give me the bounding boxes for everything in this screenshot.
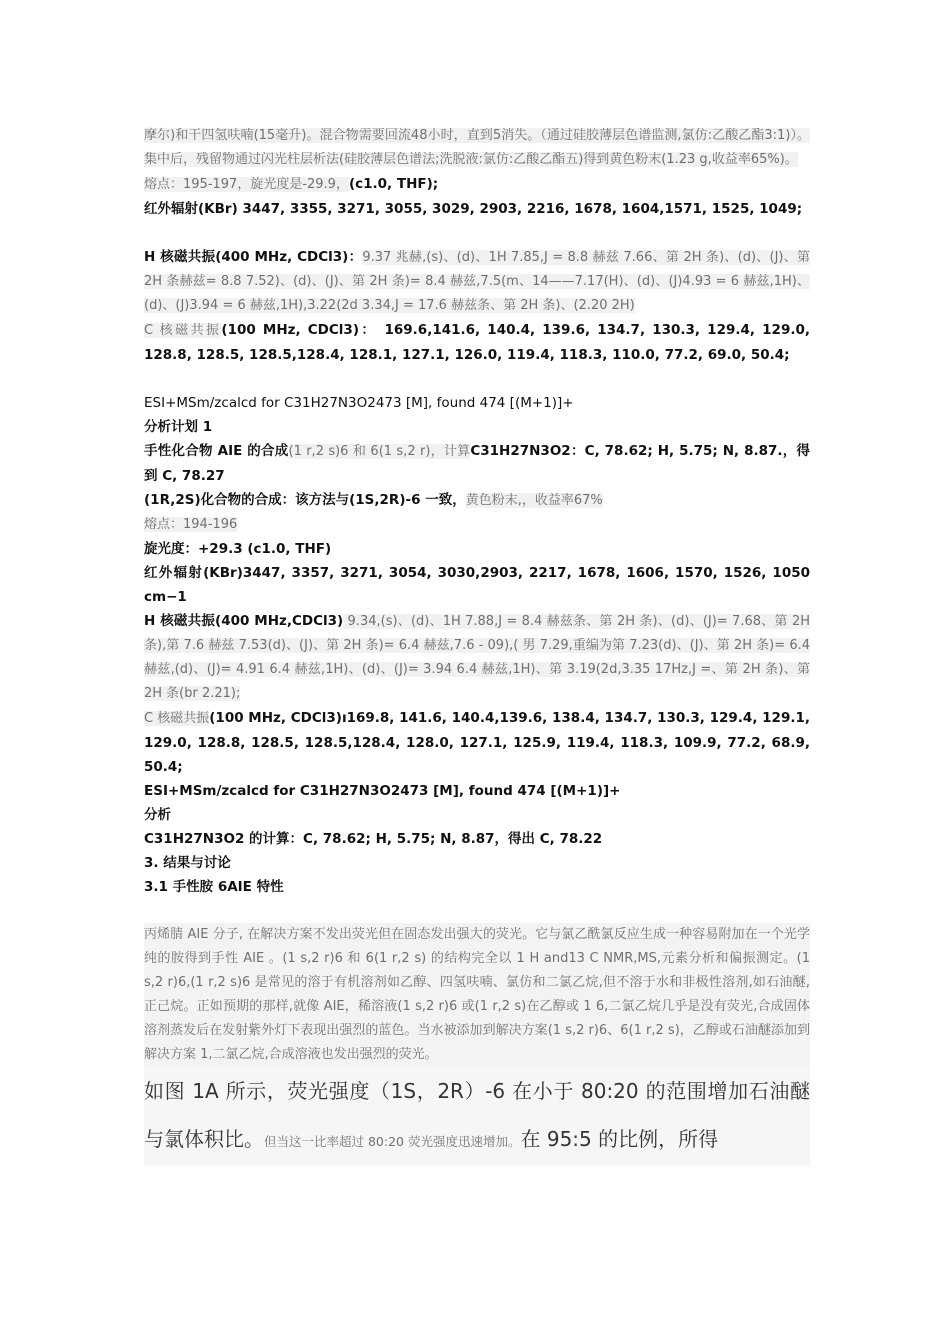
chiral-synthesis-calc: C31H27N3O2：C, 78.62; H, 5.75; N, 8.87.，得到 C, 78.27 — [144, 443, 810, 484]
spacer — [144, 221, 810, 245]
spacer — [144, 899, 810, 923]
optical-rotation-condition-1: (c1.0, THF); — [348, 176, 439, 192]
section-3-1-heading: 3.1 手性胺 6AIE 特性 — [144, 879, 284, 895]
paragraph-synthesis-intro — [144, 124, 810, 172]
synthesis-intro-text: 摩尔)和干四氢呋喃(15毫升)。混合物需要回流48小时，直到5消失。（通过硅胶薄层色谱监测,氯仿:乙酸乙酯3:1)）。集中后，残留物通过闪光柱层析法(硅胶薄层色谱法;洗脱液:氯仿:乙酸乙酯五)得到黄色粉末(1.23 g,收益率65%)。 — [144, 128, 810, 167]
ir-line-2: 红外辐射(KBr)3447, 3357, 3271, 3054, 3030,2903, 2217, 1678, 1606, 1570, 1526, 1050 cm−1 — [144, 565, 810, 605]
melting-point-line-1 — [144, 172, 810, 197]
c-nmr-line-1 — [144, 318, 810, 367]
rs-synthesis-yield: 黄色粉末,，收益率67% — [465, 493, 603, 508]
esi-line-2: ESI+MSm/zcalcd for C31H27N3O2473 [M], found 474 [(M+1)]+ — [144, 783, 621, 799]
figure-1a-text-part2: 但当这一比率超过 80:20 荧光强度迅速增加。 — [264, 1134, 521, 1149]
c-nmr-label-2: C 核磁共振 — [144, 711, 210, 726]
h-nmr-data-2: 9.34,(s)、(d)、1H 7.88,J = 8.4 赫兹条、第 2H 条)、(d)、(J)= 7.68、第 2H 条),第 7.6 赫兹 7.53(d)、(J)、第 2H 条)= 6.4 赫兹,7.6 - 09),( 男 7.29,重编为第 7.23(d)、(J)、第 2H 条)= 6.4 赫兹,(d)、(J)= 4.91 6.4 赫兹,1H)、(d)、(J)= 3.94 6.4 赫兹,1H)、第 3.19(2d,3.35 17Hz,J =、第 2H 条)、第 2H 条(br 2.21); — [144, 614, 810, 701]
aie-discussion-paragraph: 丙烯腈 AIE 分子, 在解决方案不发出荧光但在固态发出强大的荧光。它与氯乙酰氯反应生成一种容易附加在一个光学纯的胺得到手性 AIE 。(1 s,2 r)6 和 6(1 r,2 s) 的结构完全以 1 H and13 C NMR,MS,元素分析和偏振测定。(1 s,2 r)6,(1 r,2 s)6 是常见的溶于有机溶剂如乙醇、四氢呋喃、氯仿和二氯乙烷,但不溶于水和非极性溶剂,如石油醚,正己烷。正如预期的那样,就像 AIE，稀溶液(1 s,2 r)6 或(1 r,2 s)在乙醇或 1 6,二氯乙烷几乎是没有荧光,合成固体溶剂蒸发后在发射紫外灯下表现出强烈的蓝色。当水被添加到解决方案(1 s,2 r)6、6(1 r,2 s)，乙醇或石油醚添加到解决方案 1,二氯乙烷,合成溶液也发出强烈的荧光。 — [144, 923, 810, 1067]
figure-1a-paragraph — [144, 1067, 810, 1166]
h-nmr-data-1: 9.37 兆赫,(s)、(d)、1H 7.85,J = 8.8 赫兹 7.66、第 2H 条)、(d)、(J)、第 2H 条赫兹= 8.8 7.52)、(d)、(J)、第 2H 条)= 8.4 赫兹,7.5(m、14——7.17(H)、(d)、(J)4.93 = 6 赫兹,1H)、(d)、(J)3.94 = 6 赫兹,1H),3.22(2d 3.34,J = 17.6 赫兹条、第 2H 条)、(2.20 2H) — [144, 250, 810, 313]
optical-rotation-line-2: 旋光度：+29.3 (c1.0, THF) — [144, 541, 332, 557]
c-nmr-label-1: C 核磁共振 — [144, 323, 222, 338]
analysis-plan-heading: 分析计划 1 — [144, 419, 213, 435]
c-nmr-data-1: (100 MHz, CDCl3)： 169.6,141.6, 140.4, 139.6, 134.7, 130.3, 129.4, 129.0, 128.8, 128.5, 128.5,128.4, 128.1, 127.1, 126.0, 119.4, 118.3, 110.0, 77.2, 69.0, 50.4; — [144, 322, 810, 363]
c-nmr-line-2 — [144, 706, 810, 779]
figure-1a-text-part3: 在 95:5 的比例，所得 — [520, 1127, 719, 1151]
esi-line-1: ESI+MSm/zcalcd for C31H27N3O2473 [M], found 474 [(M+1)]+ — [144, 395, 574, 411]
chiral-synthesis-title: 手性化合物 AIE 的合成 — [144, 443, 289, 459]
analysis-heading: 分析 — [144, 807, 171, 823]
section-3-heading: 3. 结果与讨论 — [144, 855, 231, 871]
melting-point-label-1: 熔点：195-197，旋光度是-29.9， — [144, 177, 349, 192]
h-nmr-label-2: H 核磁共振(400 MHz,CDCl3) — [144, 613, 344, 629]
c-nmr-data-2: (100 MHz, CDCl3)ı169.8, 141.6, 140.4,139.6, 138.4, 134.7, 130.3, 129.4, 129.1, 129.0, 128.8, 128.5, 128.5,128.4, 128.0, 127.1, 125.9, 119.4, 118.3, 109.9, 77.2, 68.9, 50.4; — [144, 710, 810, 775]
h-nmr-label-1: H 核磁共振(400 MHz, CDCl3)： — [144, 249, 363, 265]
ir-line-1: 红外辐射(KBr) 3447, 3355, 3271, 3055, 3029, 2903, 2216, 1678, 1604,1571, 1525, 1049; — [144, 201, 803, 217]
spacer — [144, 367, 810, 391]
rs-synthesis-line — [144, 488, 810, 513]
h-nmr-line-1 — [144, 245, 810, 318]
rs-synthesis-title: (1R,2S)化合物的合成：该方法与(1S,2R)-6 一致， — [144, 492, 466, 508]
elemental-calc-line: C31H27N3O2 的计算：C, 78.62; H, 5.75; N, 8.87，得出 C, 78.22 — [144, 831, 603, 847]
figure-1a-text-part1: 如图 1A 所示，荧光强度（1S，2R）-6 在小于 80:20 的范围增加石油醚与氯体积比。 — [144, 1079, 810, 1151]
chiral-synthesis-compounds: (1 r,2 s)6 和 6(1 s,2 r)，计算 — [288, 444, 471, 459]
melting-point-2: 熔点：194-196 — [144, 517, 238, 532]
chiral-synthesis-line — [144, 439, 810, 488]
document-body — [144, 124, 810, 1166]
melting-point-line-2 — [144, 513, 810, 537]
h-nmr-line-2 — [144, 609, 810, 706]
